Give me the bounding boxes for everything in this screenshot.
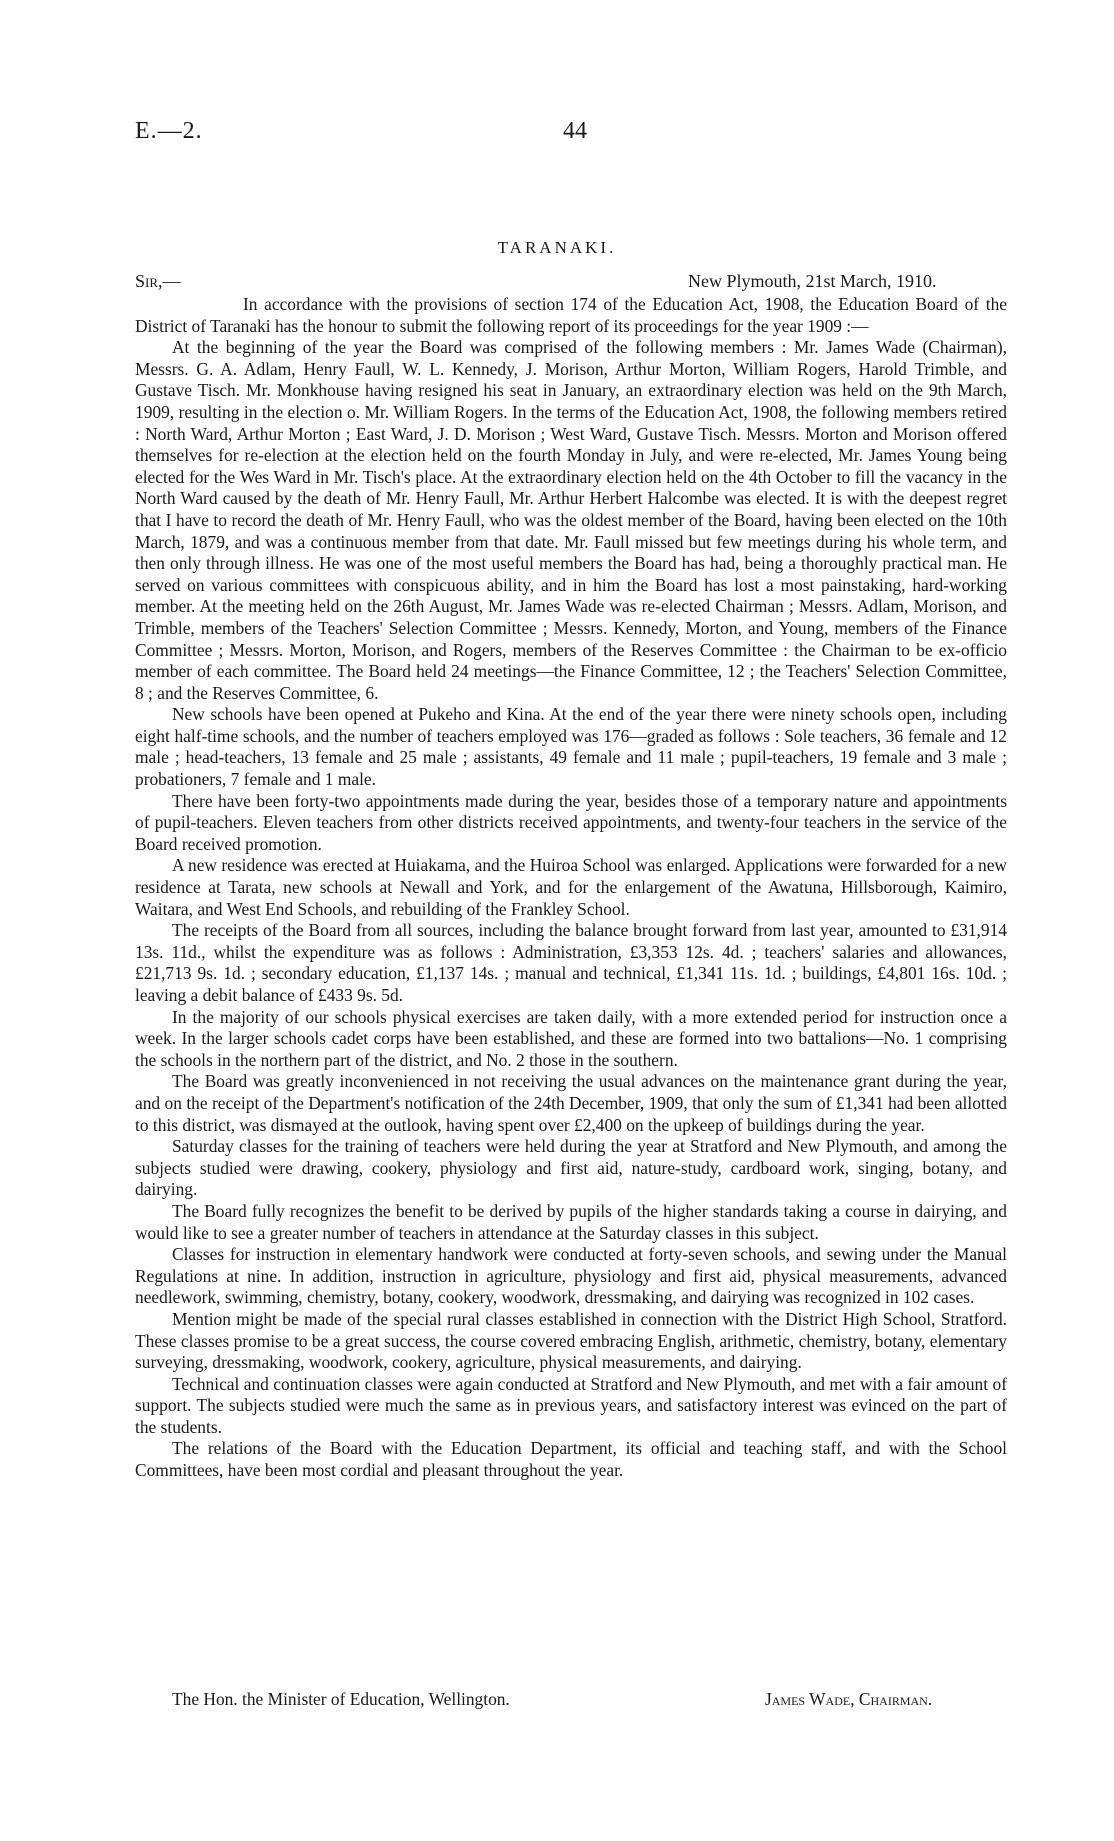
- report-title: TARANAKI.: [497, 238, 617, 257]
- paragraph-rural-classes: Mention might be made of the special rural classes established in connection with the District High School, Stratford. These classes promise to be a great success, the course covered embracing English, arithmetic, chemistry, botany, elementary surveying, dressmaking, woodwork, cookery, agriculture, physical measurements, and dairying.: [135, 1308, 1007, 1373]
- report-body: [135, 294, 1007, 1482]
- page-header: [135, 118, 1005, 148]
- page-number: 44: [563, 118, 587, 144]
- signature: James Wade, Chairman.: [765, 1689, 933, 1709]
- paragraph-maintenance-grant: The Board was greatly inconvenienced in not receiving the usual advances on the maintenance grant during the year, and on the receipt of the Department's notification of the 24th December, 1909, that only the sum of £1,341 had been allotted to this district, was dismayed at the outlook, having spent over £2,400 on the upkeep of buildings during the year.: [135, 1071, 1007, 1135]
- paragraph-board-members: At the beginning of the year the Board was comprised of the following members : Mr. James Wade (Chairman), Messrs. G. A. Adlam, Henry Faull, W. L. Kennedy, J. Morison, Arthur Morton, William Rogers, Harold Trimble, and Gustave Tisch. Mr. Monkhouse having resigned his seat in January, an extraordinary election was held on the 9th March, 1909, resulting in the election o. Mr. William Rogers. In the terms of the Education Act, 1908, the following members retired : North Ward, Arthur Morton ; East Ward, J. D. Morison ; West Ward, Gustave Tisch. Messrs. Morton and Morison offered themselves for re-election at the election held on the fourth Monday in July, and were re-elected, Mr. James Young being elected for the Wes Ward in Mr. Tisch's place. At the extraordinary election held on the 4th October to fill the vacancy in the North Ward caused by the death of Mr. Henry Faull, Mr. Arthur Herbert Halcombe was elected. It is with the deepest regret that I have to record the death of Mr. Henry Faull, who was the oldest member of the Board, having been elected on the 10th March, 1879, and was a continuous member from that date. Mr. Faull missed but few meetings during his whole term, and then only through illness. He was one of the most useful members the Board has had, being a thoroughly practical man. He served on various committees with conspicuous ability, and in him the Board has lost a most painstaking, hard-working member. At the meeting held on the 26th August, Mr. James Wade was re-elected Chairman ; Messrs. Adlam, Morison, and Trimble, members of the Teachers' Selection Committee ; Messrs. Kennedy, Morton, and Young, members of the Finance Committee ; Messrs. Morton, Morison, and Rogers, members of the Reserves Committee : the Chairman to be ex-officio member of each committee. The Board held 24 meetings—the Finance Committee, 12 ; the Teachers' Selection Committee, 8 ; and the Reserves Committee, 6.: [135, 337, 1007, 703]
- paragraph-physical-exercises: In the majority of our schools physical exercises are taken daily, with a more extended period for instruction once a week. In the larger schools cadet corps have been established, and these are formed into two battalions—No. 1 comprising the schools in the northern part of the district, and No. 2 those in the southern.: [135, 1006, 1007, 1070]
- paragraph-buildings: A new residence was erected at Huiakama, and the Huiroa School was enlarged. Applications were forwarded for a new residence at Tarata, new schools at Newall and York, and for the enlargement of the Awatuna, Hillsborough, Kaimiro, Waitara, and West End Schools, and rebuilding of the Frankley School.: [135, 855, 1007, 919]
- paragraph-appointments: There have been forty-two appointments made during the year, besides those of a temporary nature and appointments of pupil-teachers. Eleven teachers from other districts received appointments, and twenty-four teachers in the service of the Board received promotion.: [135, 790, 1007, 854]
- document-reference: E.—2.: [135, 118, 203, 144]
- paragraph-dairying: The Board fully recognizes the benefit to be derived by pupils of the higher standards taking a course in dairying, and would like to see a greater number of teachers in attendance at the Saturday classes in this subject.: [135, 1200, 1007, 1243]
- paragraph-saturday-classes: Saturday classes for the training of teachers were held during the year at Stratford and New Plymouth, and among the subjects studied were drawing, cookery, physiology and first aid, nature-study, cardboard work, singing, botany, and dairying.: [135, 1136, 1007, 1200]
- addressee: The Hon. the Minister of Education, Wellington.: [172, 1689, 510, 1709]
- paragraph-relations: The relations of the Board with the Education Department, its official and teaching staff, and with the School Committees, have been most cordial and pleasant throughout the year.: [135, 1438, 1007, 1481]
- paragraph-technical-classes: Technical and continuation classes were again conducted at Stratford and New Plymouth, and met with a fair amount of support. The subjects studied were much the same as in previous years, and satisfactory interest was evinced on the part of the students.: [135, 1373, 1007, 1437]
- salutation: Sir,—: [135, 271, 181, 291]
- dateline: New Plymouth, 21st March, 1910.: [688, 271, 937, 291]
- paragraph-new-schools: New schools have been opened at Pukeho and Kina. At the end of the year there were ninety schools open, including eight half-time schools, and the number of teachers employed was 176—graded as follows : Sole teachers, 36 female and 12 male ; head-teachers, 13 female and 25 male ; assistants, 49 female and 11 male ; pupil-teachers, 19 female and 3 male ; probationers, 7 female and 1 male.: [135, 704, 1007, 790]
- paragraph-finances: The receipts of the Board from all sources, including the balance brought forward from last year, amounted to £31,914 13s. 11d., whilst the expenditure was as follows : Administration, £3,353 12s. 4d. ; teachers' salaries and allowances, £21,713 9s. 1d. ; secondary education, £1,137 14s. ; manual and technical, £1,341 11s. 1d. ; buildings, £4,801 16s. 10d. ; leaving a debit balance of £433 9s. 5d.: [135, 920, 1007, 1005]
- paragraph-intro: In accordance with the provisions of section 174 of the Education Act, 1908, the Education Board of the District of Taranaki has the honour to submit the following report of its proceedings for the year 1909 :—: [135, 294, 1007, 336]
- paragraph-handwork: Classes for instruction in elementary handwork were conducted at forty-seven schools, and sewing under the Manual Regulations at nine. In addition, instruction in agriculture, physiology and first aid, physical measurements, advanced needlework, swimming, chemistry, botany, cookery, woodwork, dressmaking, and dairying was recognized in 102 cases.: [135, 1244, 1007, 1308]
